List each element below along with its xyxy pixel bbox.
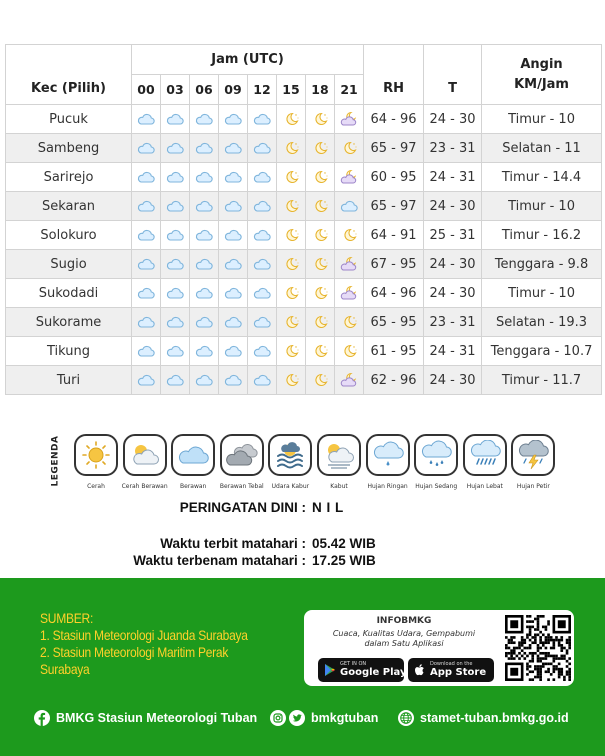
cloud-icon bbox=[165, 344, 185, 359]
weather-cell bbox=[335, 221, 364, 250]
google-play-small: GET IN ON bbox=[340, 661, 367, 667]
angin-header-line2: KM/Jam bbox=[514, 76, 569, 92]
moon-icon bbox=[310, 344, 330, 359]
cloud-icon bbox=[194, 199, 214, 214]
table-row bbox=[6, 308, 602, 337]
legend bbox=[73, 434, 553, 496]
fog-icon bbox=[317, 434, 361, 476]
weather-cell bbox=[219, 134, 248, 163]
app-title: INFOBMKG bbox=[376, 616, 432, 626]
angin-cell: Tenggara - 9.8 bbox=[482, 250, 602, 279]
weather-cell bbox=[277, 105, 306, 134]
moon-icon bbox=[310, 228, 330, 243]
weather-cell bbox=[161, 250, 190, 279]
weather-cell bbox=[190, 221, 219, 250]
cloud-icon bbox=[252, 228, 272, 243]
legend-item bbox=[413, 434, 459, 490]
jam-header: Jam (UTC) bbox=[132, 45, 364, 75]
weather-cell bbox=[277, 134, 306, 163]
weather-cell bbox=[132, 163, 161, 192]
cloud-icon bbox=[194, 112, 214, 127]
cloud-icon bbox=[223, 344, 243, 359]
rh-cell: 60 - 95 bbox=[364, 163, 424, 192]
heavy-rain-icon bbox=[463, 434, 507, 476]
weather-cell bbox=[161, 221, 190, 250]
legend-label: Berawan Tebal bbox=[219, 483, 264, 490]
weather-cell bbox=[132, 221, 161, 250]
weather-cell bbox=[190, 250, 219, 279]
moon-icon bbox=[310, 170, 330, 185]
angin-cell: Timur - 10 bbox=[482, 279, 602, 308]
angin-header-line1: Angin bbox=[520, 56, 563, 72]
app-store-label: App Store bbox=[430, 667, 487, 678]
weather-cell bbox=[132, 250, 161, 279]
kecamatan-cell[interactable]: Tikung bbox=[6, 337, 132, 366]
sumber-title: SUMBER: bbox=[40, 610, 94, 626]
t-cell: 24 - 30 bbox=[424, 250, 482, 279]
infobmkg-app-box bbox=[304, 610, 574, 686]
weather-cell bbox=[335, 366, 364, 395]
weather-cell bbox=[248, 250, 277, 279]
cloud-icon bbox=[165, 286, 185, 301]
weather-cell bbox=[219, 337, 248, 366]
cloud-icon bbox=[136, 141, 156, 156]
moon-icon bbox=[310, 315, 330, 330]
weather-cell bbox=[219, 105, 248, 134]
facebook-icon bbox=[34, 710, 50, 726]
weather-cell bbox=[248, 279, 277, 308]
rh-cell: 65 - 97 bbox=[364, 134, 424, 163]
legend-label: Hujan Lebat bbox=[466, 483, 503, 490]
kecamatan-cell[interactable]: Solokuro bbox=[6, 221, 132, 250]
moon-icon bbox=[310, 373, 330, 388]
weather-cell bbox=[161, 308, 190, 337]
kecamatan-cell[interactable]: Sukodadi bbox=[6, 279, 132, 308]
website-link[interactable] bbox=[398, 710, 569, 726]
weather-cell bbox=[132, 279, 161, 308]
moon-cloud-icon bbox=[339, 286, 359, 301]
cloud-icon bbox=[165, 228, 185, 243]
cloud-icon bbox=[194, 257, 214, 272]
cloud-icon bbox=[223, 199, 243, 214]
weather-cell bbox=[248, 366, 277, 395]
sumber-item-1: 1. Stasiun Meteorologi Juanda Surabaya bbox=[40, 627, 248, 643]
weather-cell bbox=[132, 192, 161, 221]
weather-cell bbox=[306, 337, 335, 366]
sunrise-label: Waktu terbit matahari : bbox=[160, 536, 306, 551]
instagram-icon bbox=[270, 710, 286, 726]
weather-cell bbox=[335, 105, 364, 134]
t-cell: 24 - 30 bbox=[424, 192, 482, 221]
table-row bbox=[6, 337, 602, 366]
table-row bbox=[6, 163, 602, 192]
weather-cell bbox=[306, 163, 335, 192]
rh-cell: 62 - 96 bbox=[364, 366, 424, 395]
weather-cell bbox=[248, 221, 277, 250]
moon-cloud-icon bbox=[339, 112, 359, 127]
cloud-icon bbox=[252, 141, 272, 156]
cloud-icon bbox=[223, 373, 243, 388]
hour-header-12: 12 bbox=[248, 75, 277, 105]
t-cell: 24 - 30 bbox=[424, 279, 482, 308]
table-row bbox=[6, 221, 602, 250]
google-play-label: Google Play bbox=[340, 667, 407, 678]
kecamatan-cell[interactable]: Turi bbox=[6, 366, 132, 395]
facebook-link[interactable] bbox=[34, 710, 257, 726]
cloud-icon bbox=[136, 199, 156, 214]
moon-icon bbox=[339, 228, 359, 243]
table-row bbox=[6, 192, 602, 221]
warning-label: PERINGATAN DINI : bbox=[179, 500, 306, 515]
moon-icon bbox=[281, 286, 301, 301]
legend-item bbox=[122, 434, 168, 490]
angin-cell: Tenggara - 10.7 bbox=[482, 337, 602, 366]
table-row bbox=[6, 279, 602, 308]
weather-cell bbox=[132, 105, 161, 134]
qr-code[interactable] bbox=[505, 614, 571, 682]
moon-icon bbox=[281, 141, 301, 156]
table-row bbox=[6, 134, 602, 163]
moon-icon bbox=[310, 286, 330, 301]
cloud-icon bbox=[252, 257, 272, 272]
angin-header bbox=[482, 45, 602, 105]
legend-item bbox=[267, 434, 313, 490]
kecamatan-cell[interactable]: Sekaran bbox=[6, 192, 132, 221]
legend-item bbox=[462, 434, 508, 490]
weather-cell bbox=[277, 308, 306, 337]
cloud-icon bbox=[252, 373, 272, 388]
weather-cell bbox=[132, 366, 161, 395]
rh-cell: 64 - 96 bbox=[364, 279, 424, 308]
weather-cell bbox=[219, 250, 248, 279]
cloud-icon bbox=[194, 373, 214, 388]
weather-cell bbox=[277, 337, 306, 366]
table-row bbox=[6, 105, 602, 134]
cloud-icon bbox=[339, 199, 359, 214]
weather-cell bbox=[277, 279, 306, 308]
angin-cell: Selatan - 19.3 bbox=[482, 308, 602, 337]
angin-cell: Selatan - 11 bbox=[482, 134, 602, 163]
sunset-row bbox=[0, 553, 306, 571]
cloud-icon bbox=[252, 112, 272, 127]
sumber-block bbox=[40, 610, 289, 678]
cloud-icon bbox=[165, 141, 185, 156]
weather-cell bbox=[335, 250, 364, 279]
weather-cell bbox=[161, 163, 190, 192]
sumber-item-2-cont: Surabaya bbox=[40, 661, 90, 677]
hour-header-15: 15 bbox=[277, 75, 306, 105]
warning-value: N I L bbox=[312, 500, 344, 515]
weather-cell bbox=[190, 134, 219, 163]
weather-cell bbox=[306, 221, 335, 250]
cloud-icon bbox=[194, 170, 214, 185]
moon-icon bbox=[339, 141, 359, 156]
cloud-icon bbox=[252, 315, 272, 330]
legend-title-text: LEGENDA bbox=[50, 435, 61, 487]
t-cell: 24 - 30 bbox=[424, 366, 482, 395]
moon-icon bbox=[281, 112, 301, 127]
legend-item bbox=[365, 434, 411, 490]
weather-cell bbox=[132, 337, 161, 366]
moon-icon bbox=[310, 257, 330, 272]
weather-cell bbox=[132, 308, 161, 337]
cloud-icon bbox=[223, 228, 243, 243]
cloud-icon bbox=[136, 257, 156, 272]
weather-cell bbox=[335, 134, 364, 163]
twitter-icon bbox=[289, 710, 305, 726]
legend-label: Cerah bbox=[87, 483, 105, 490]
weather-cell bbox=[161, 134, 190, 163]
kecamatan-cell[interactable]: Sukorame bbox=[6, 308, 132, 337]
weather-cell bbox=[306, 134, 335, 163]
moon-icon bbox=[281, 228, 301, 243]
cloud-icon bbox=[165, 373, 185, 388]
kecamatan-cell[interactable]: Sugio bbox=[6, 250, 132, 279]
cloud-icon bbox=[165, 170, 185, 185]
footer bbox=[0, 578, 605, 756]
kecamatan-cell[interactable]: Sarirejo bbox=[6, 163, 132, 192]
weather-cell bbox=[190, 366, 219, 395]
weather-cell bbox=[248, 163, 277, 192]
cloud-icon bbox=[194, 286, 214, 301]
cloud-icon bbox=[252, 170, 272, 185]
sunrise-value: 05.42 WIB bbox=[312, 536, 376, 551]
website-label: stamet-tuban.bmkg.go.id bbox=[420, 711, 569, 725]
angin-cell: Timur - 11.7 bbox=[482, 366, 602, 395]
warning-row bbox=[0, 500, 306, 518]
legend-title bbox=[50, 436, 64, 490]
cloud-icon bbox=[223, 141, 243, 156]
weather-cell bbox=[190, 337, 219, 366]
weather-cell bbox=[248, 134, 277, 163]
legend-item bbox=[316, 434, 362, 490]
weather-cell bbox=[161, 105, 190, 134]
angin-cell: Timur - 10 bbox=[482, 105, 602, 134]
app-store-small: Download on the bbox=[430, 661, 473, 667]
moon-cloud-icon bbox=[339, 373, 359, 388]
globe-icon bbox=[398, 710, 414, 726]
moon-icon bbox=[281, 170, 301, 185]
haze-icon bbox=[268, 434, 312, 476]
cloud-icon bbox=[136, 170, 156, 185]
angin-cell: Timur - 16.2 bbox=[482, 221, 602, 250]
table-row bbox=[6, 250, 602, 279]
moon-icon bbox=[281, 315, 301, 330]
cloud-icon bbox=[252, 286, 272, 301]
cloud-icon bbox=[136, 286, 156, 301]
hour-header-03: 03 bbox=[161, 75, 190, 105]
rh-cell: 64 - 96 bbox=[364, 105, 424, 134]
weather-cell bbox=[335, 279, 364, 308]
weather-cell bbox=[306, 279, 335, 308]
t-cell: 24 - 31 bbox=[424, 163, 482, 192]
legend-label: Berawan bbox=[180, 483, 207, 490]
moon-icon bbox=[339, 315, 359, 330]
cloud-icon bbox=[136, 373, 156, 388]
rh-cell: 67 - 95 bbox=[364, 250, 424, 279]
weather-cell bbox=[306, 250, 335, 279]
weather-cell bbox=[248, 308, 277, 337]
weather-cell bbox=[277, 192, 306, 221]
rh-cell: 64 - 91 bbox=[364, 221, 424, 250]
sun-icon bbox=[74, 434, 118, 476]
weather-cell bbox=[219, 192, 248, 221]
weather-cell bbox=[219, 279, 248, 308]
angin-cell: Timur - 14.4 bbox=[482, 163, 602, 192]
hour-header-09: 09 bbox=[219, 75, 248, 105]
moon-cloud-icon bbox=[339, 170, 359, 185]
weather-cell bbox=[161, 192, 190, 221]
legend-label: Hujan Ringan bbox=[367, 483, 408, 490]
moon-icon bbox=[281, 199, 301, 214]
google-play-icon bbox=[323, 663, 337, 677]
cloud-icon bbox=[165, 199, 185, 214]
weather-cell bbox=[190, 308, 219, 337]
legend-item bbox=[73, 434, 119, 490]
cloud-icon bbox=[136, 228, 156, 243]
cloud-icon bbox=[252, 344, 272, 359]
moderate-rain-icon bbox=[414, 434, 458, 476]
t-cell: 23 - 31 bbox=[424, 308, 482, 337]
cloud-icon bbox=[194, 141, 214, 156]
moon-cloud-icon bbox=[339, 257, 359, 272]
instagram-twitter-label: bmkgtuban bbox=[311, 711, 379, 725]
moon-icon bbox=[310, 199, 330, 214]
weather-cell bbox=[277, 221, 306, 250]
cloud-icon bbox=[223, 257, 243, 272]
hour-header-21: 21 bbox=[335, 75, 364, 105]
weather-cell bbox=[335, 163, 364, 192]
cloud-icon bbox=[165, 257, 185, 272]
cloud-icon bbox=[223, 286, 243, 301]
app-tagline bbox=[304, 629, 504, 649]
hour-header-00: 00 bbox=[132, 75, 161, 105]
table-row bbox=[6, 366, 602, 395]
weather-cell bbox=[248, 337, 277, 366]
facebook-label: BMKG Stasiun Meteorologi Tuban bbox=[56, 711, 258, 725]
cloud-icon bbox=[165, 315, 185, 330]
weather-cell bbox=[190, 105, 219, 134]
sun-cloud-icon bbox=[123, 434, 167, 476]
legend-label: Kabut bbox=[330, 483, 348, 490]
cloud-icon bbox=[171, 434, 215, 476]
angin-cell: Timur - 10 bbox=[482, 192, 602, 221]
weather-cell bbox=[306, 308, 335, 337]
rh-cell: 61 - 95 bbox=[364, 337, 424, 366]
cloud-icon bbox=[136, 344, 156, 359]
hour-header-18: 18 bbox=[306, 75, 335, 105]
kecamatan-cell[interactable]: Sambeng bbox=[6, 134, 132, 163]
legend-label: Hujan Petir bbox=[516, 483, 550, 490]
light-rain-icon bbox=[366, 434, 410, 476]
weather-cell bbox=[219, 366, 248, 395]
apple-icon bbox=[413, 663, 427, 677]
weather-cell bbox=[190, 192, 219, 221]
moon-icon bbox=[281, 344, 301, 359]
legend-item bbox=[219, 434, 265, 490]
app-tagline-line2: dalam Satu Aplikasi bbox=[364, 639, 444, 648]
weather-cell bbox=[219, 221, 248, 250]
legend-item bbox=[510, 434, 556, 490]
cloud-icon bbox=[223, 112, 243, 127]
rh-header: RH bbox=[364, 45, 424, 105]
kecamatan-cell[interactable]: Pucuk bbox=[6, 105, 132, 134]
moon-icon bbox=[339, 344, 359, 359]
cloud-icon bbox=[165, 112, 185, 127]
weather-cell bbox=[277, 163, 306, 192]
weather-cell bbox=[306, 105, 335, 134]
sunset-label: Waktu terbenam matahari : bbox=[133, 553, 306, 568]
weather-cell bbox=[277, 250, 306, 279]
t-cell: 23 - 31 bbox=[424, 134, 482, 163]
sumber-item-2: 2. Stasiun Meteorologi Maritim Perak bbox=[40, 644, 229, 660]
weather-cell bbox=[161, 366, 190, 395]
weather-cell bbox=[335, 308, 364, 337]
weather-cell bbox=[306, 192, 335, 221]
hour-header-06: 06 bbox=[190, 75, 219, 105]
dark-cloud-icon bbox=[220, 434, 264, 476]
cloud-icon bbox=[136, 315, 156, 330]
app-store-button[interactable] bbox=[408, 658, 494, 682]
weather-cell bbox=[219, 308, 248, 337]
legend-label: Udara Kabur bbox=[271, 483, 310, 490]
cloud-icon bbox=[194, 344, 214, 359]
cloud-icon bbox=[223, 315, 243, 330]
legend-label: Hujan Sedang bbox=[415, 483, 458, 490]
weather-cell bbox=[132, 134, 161, 163]
cloud-icon bbox=[252, 199, 272, 214]
thunderstorm-icon bbox=[511, 434, 555, 476]
kecamatan-header[interactable]: Kec (Pilih) bbox=[6, 45, 132, 105]
t-header: T bbox=[424, 45, 482, 105]
weather-cell bbox=[219, 163, 248, 192]
sunrise-row bbox=[0, 536, 306, 554]
moon-icon bbox=[281, 373, 301, 388]
weather-cell bbox=[277, 366, 306, 395]
weather-cell bbox=[335, 192, 364, 221]
t-cell: 25 - 31 bbox=[424, 221, 482, 250]
weather-cell bbox=[161, 337, 190, 366]
weather-cell bbox=[161, 279, 190, 308]
legend-label: Cerah Berawan bbox=[121, 483, 168, 490]
rh-cell: 65 - 95 bbox=[364, 308, 424, 337]
weather-cell bbox=[248, 192, 277, 221]
moon-icon bbox=[310, 112, 330, 127]
cloud-icon bbox=[194, 228, 214, 243]
google-play-button[interactable] bbox=[318, 658, 407, 682]
weather-cell bbox=[335, 337, 364, 366]
cloud-icon bbox=[223, 170, 243, 185]
sunset-value: 17.25 WIB bbox=[312, 553, 376, 568]
moon-icon bbox=[310, 141, 330, 156]
weather-cell bbox=[306, 366, 335, 395]
cloud-icon bbox=[136, 112, 156, 127]
instagram-twitter-link[interactable] bbox=[270, 710, 378, 726]
forecast-table bbox=[5, 44, 602, 395]
weather-cell bbox=[190, 279, 219, 308]
t-cell: 24 - 31 bbox=[424, 337, 482, 366]
cloud-icon bbox=[194, 315, 214, 330]
weather-cell bbox=[248, 105, 277, 134]
app-tagline-line1: Cuaca, Kualitas Udara, Gempabumi bbox=[332, 629, 476, 638]
rh-cell: 65 - 97 bbox=[364, 192, 424, 221]
weather-cell bbox=[190, 163, 219, 192]
t-cell: 24 - 30 bbox=[424, 105, 482, 134]
legend-item bbox=[170, 434, 216, 490]
moon-icon bbox=[281, 257, 301, 272]
